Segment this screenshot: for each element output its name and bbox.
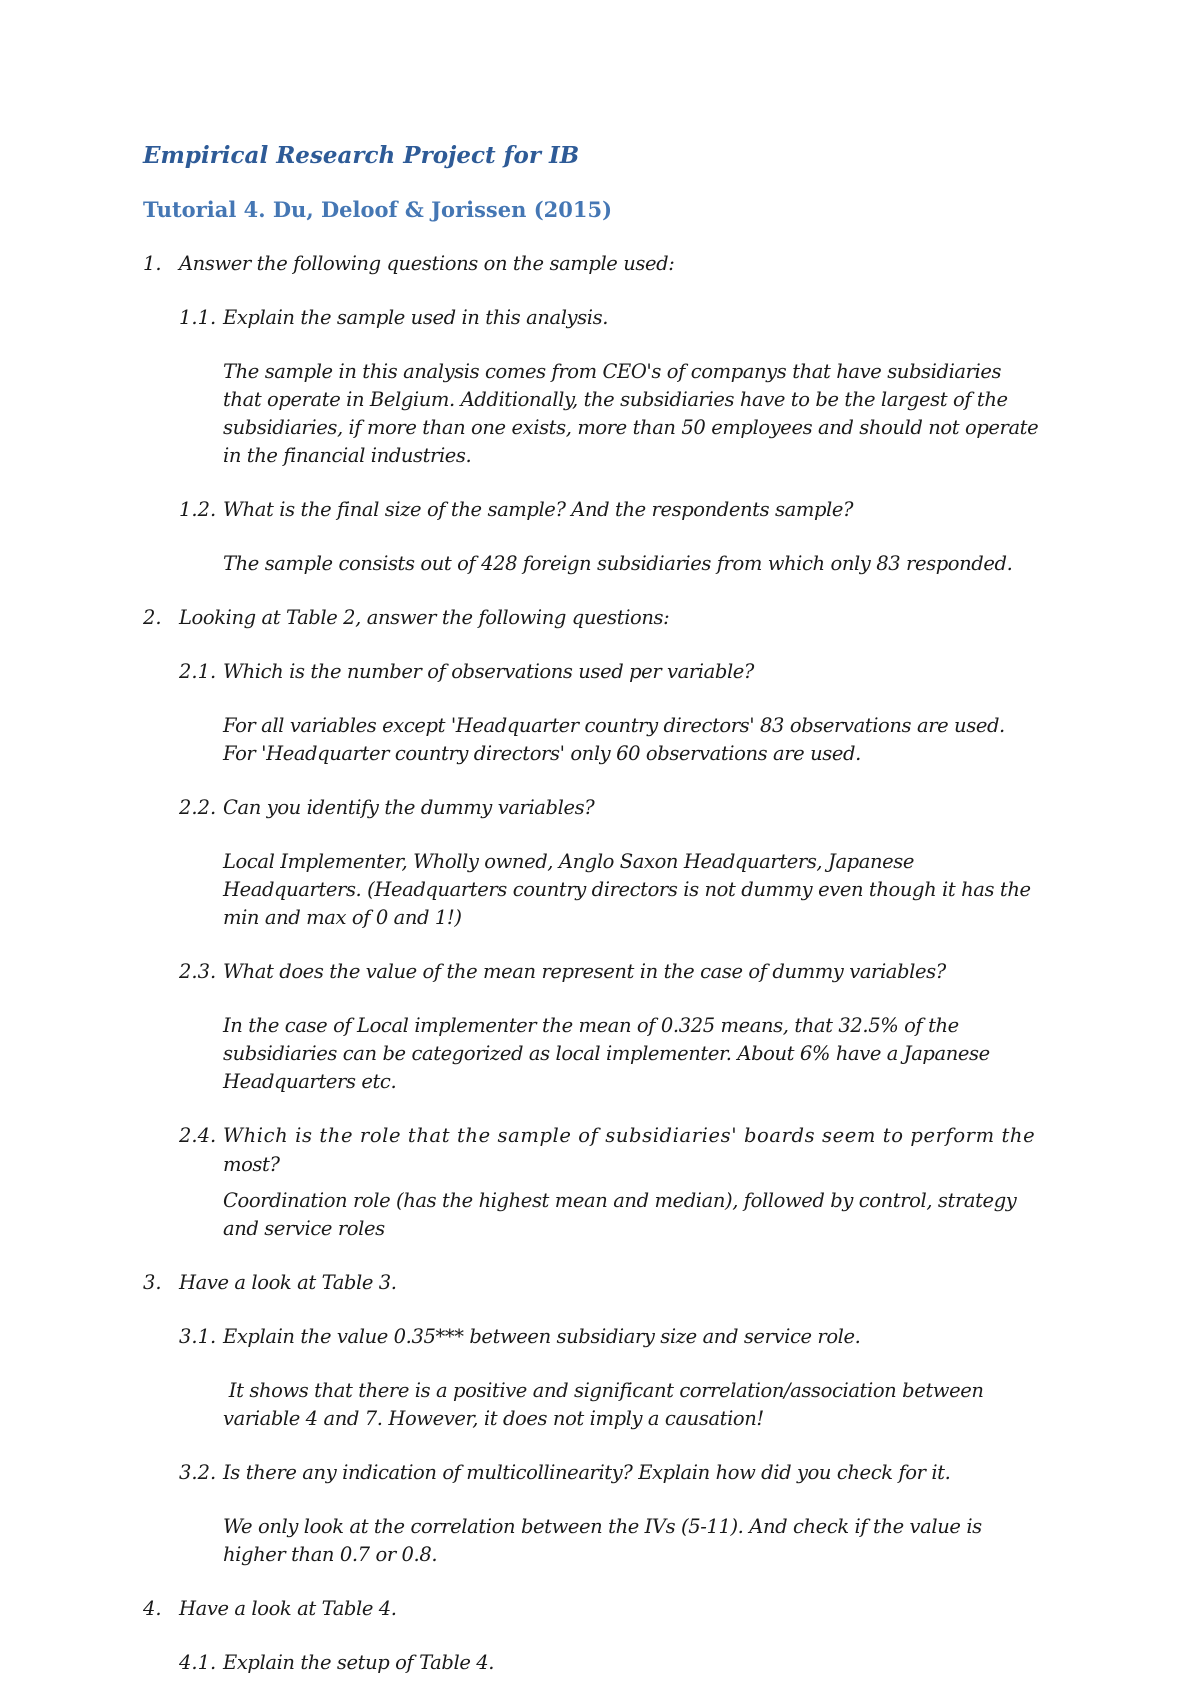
answer-line: For 'Headquarter country directors' only 60 observations are used. [223,742,861,765]
subquestion-text: most? [223,1153,280,1176]
question-number: 3. [143,1271,162,1294]
question-number: 2. [143,606,162,629]
subquestion-number: 1.2. [179,498,217,521]
subquestion-text: Explain the sample used in this analysis. [223,306,609,329]
document-subtitle: Tutorial 4. Du, Deloof & Jorissen (2015) [143,197,613,222]
answer-line: higher than 0.7 or 0.8. [223,1543,438,1566]
answer-line: subsidiaries, if more than one exists, more than 50 employees and should not operate [223,416,1039,439]
question-number: 4. [143,1597,162,1620]
subquestion-text: Which is the role that the sample of subsidiaries' boards seem to perform the [223,1124,1036,1147]
question-text: Looking at Table 2, answer the following questions: [179,606,670,629]
subquestion-text: What does the value of the mean represent in the case of dummy variables? [223,960,946,983]
subquestion-number: 1.1. [179,306,217,329]
answer-line: and service roles [223,1217,385,1240]
answer-line: that operate in Belgium. Additionally, the subsidiaries have to be the largest of the [223,388,1008,411]
answer-line: Coordination role (has the highest mean and median), followed by control, strategy [223,1189,1017,1212]
answer-line: It shows that there is a positive and significant correlation/association between [223,1379,984,1402]
subquestion-number: 2.2. [179,796,217,819]
answer-line: The sample consists out of 428 foreign subsidiaries from which only 83 responded. [223,552,1013,575]
subquestion-text: Is there any indication of multicollinearity? Explain how did you check for it. [223,1461,951,1484]
subquestion-text: Can you identify the dummy variables? [223,796,595,819]
subquestion-text: What is the final size of the sample? And the respondents sample? [223,498,854,521]
subquestion-number: 2.3. [179,960,217,983]
subquestion-text: Explain the setup of Table 4. [223,1651,495,1674]
question-number: 1. [143,252,162,275]
answer-line: For all variables except 'Headquarter country directors' 83 observations are used. [223,714,1005,737]
document-title: Empirical Research Project for IB [143,142,580,169]
answer-line: Headquarters. (Headquarters country directors is not dummy even though it has the [223,878,1031,901]
question-text: Have a look at Table 3. [179,1271,397,1294]
answer-line: The sample in this analysis comes from CEO's of companys that have subsidiaries [223,360,1002,383]
answer-line: Headquarters etc. [223,1070,397,1093]
subquestion-number: 4.1. [179,1651,217,1674]
answer-line: subsidiaries can be categorized as local implementer. About 6% have a Japanese [223,1042,990,1065]
answer-line: variable 4 and 7. However, it does not imply a causation! [223,1407,764,1430]
subquestion-number: 2.4. [179,1124,217,1147]
subquestion-text: Which is the number of observations used per variable? [223,660,754,683]
subquestion-number: 3.1. [179,1325,217,1348]
question-text: Have a look at Table 4. [179,1597,397,1620]
subquestion-number: 2.1. [179,660,217,683]
question-text: Answer the following questions on the sample used: [179,252,675,275]
answer-line: In the case of Local implementer the mean of 0.325 means, that 32.5% of the [223,1014,959,1037]
answer-line: in the financial industries. [223,444,472,467]
answer-line: We only look at the correlation between the IVs (5-11). And check if the value is [223,1515,982,1538]
answer-line: min and max of 0 and 1!) [223,906,462,929]
subquestion-number: 3.2. [179,1461,217,1484]
answer-line: Local Implementer, Wholly owned, Anglo Saxon Headquarters, Japanese [223,850,915,873]
subquestion-text: Explain the value 0.35*** between subsidiary size and service role. [223,1325,861,1348]
